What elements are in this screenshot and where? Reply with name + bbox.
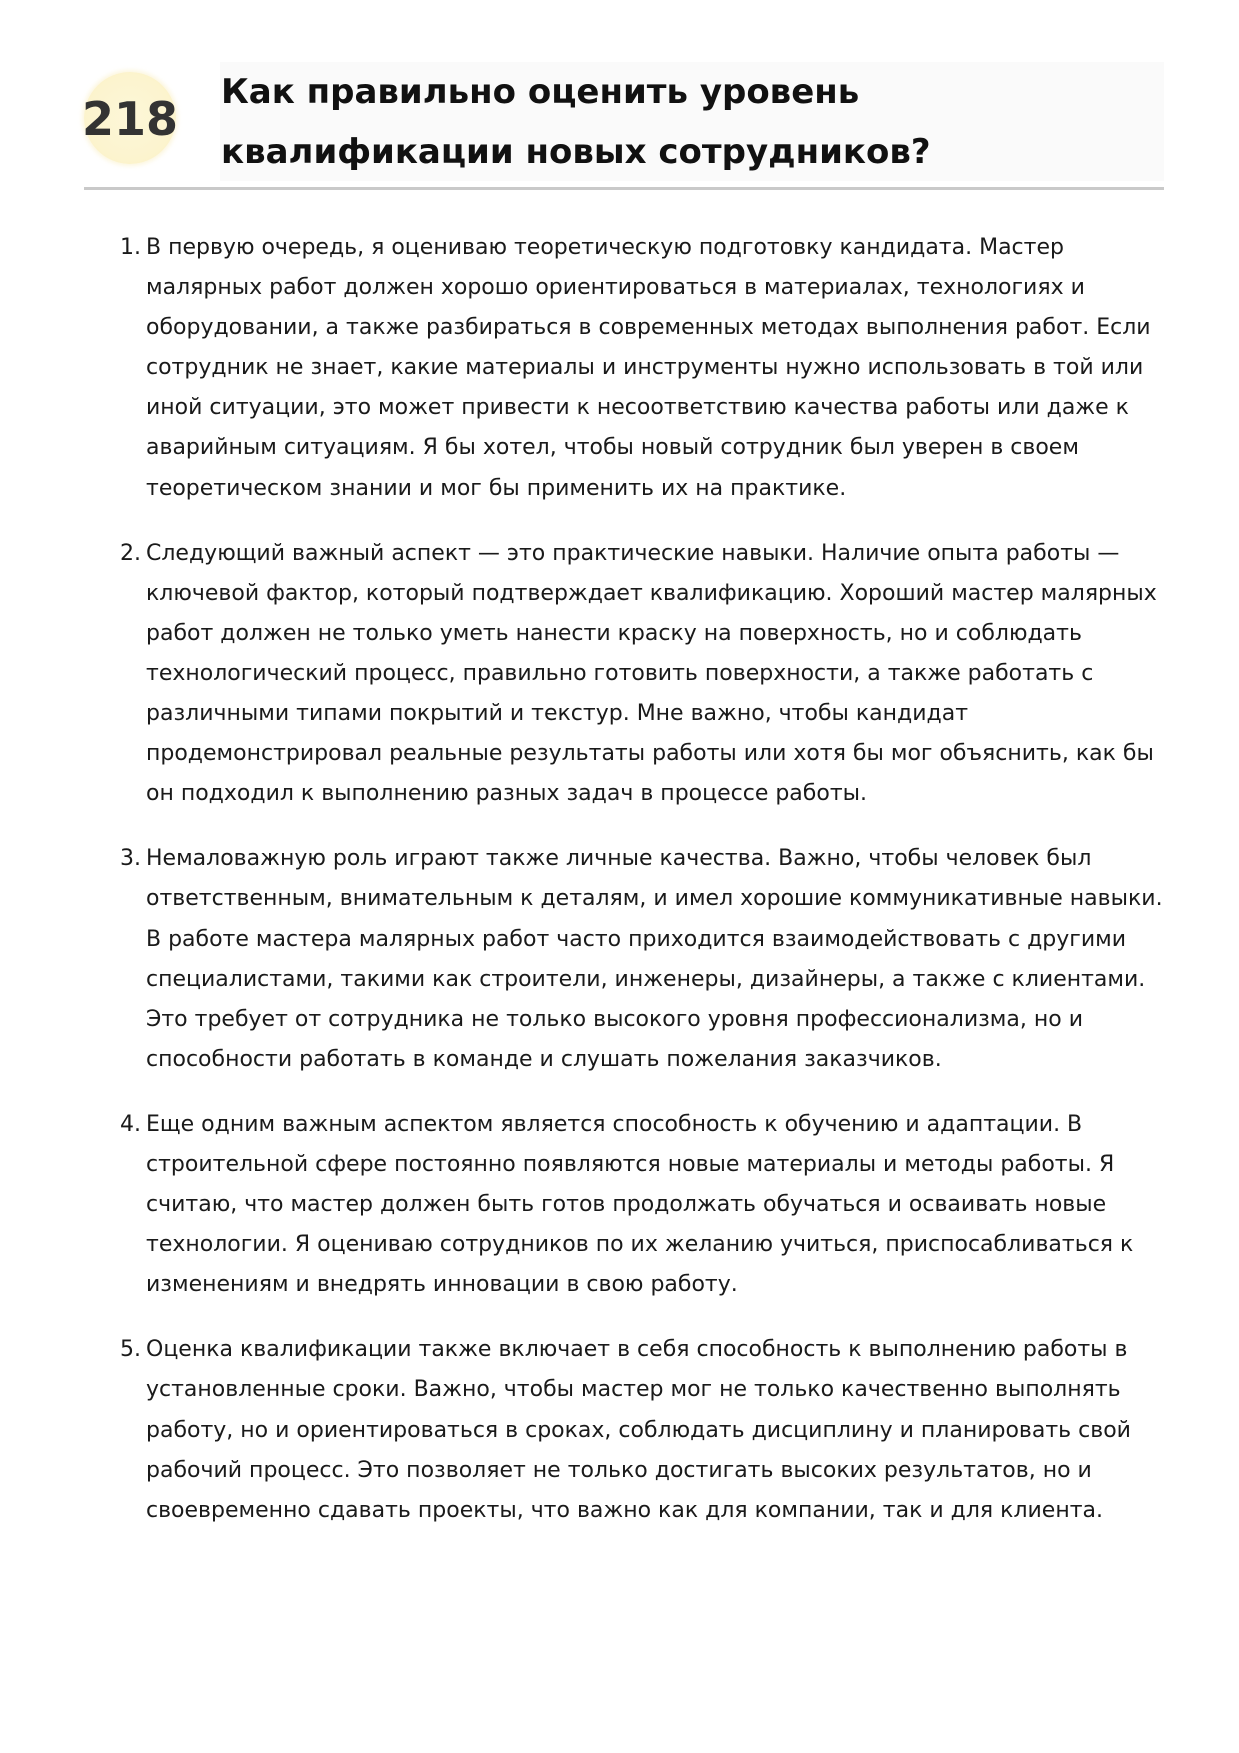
list-item-number: 3. <box>120 846 141 872</box>
list-item-text: Еще одним важным аспектом является способность к обучению и адаптации. В строительной сфере постоянно появляются новые материалы и методы работы. Я считаю, что мастер должен быть готов продолжать обучаться и осваивать новые технологии. Я оцениваю сотрудников по их желанию учиться, приспосабливаться к изменениям и внедрять инновации в свою работу. <box>146 1111 1134 1298</box>
list-item-text: В первую очередь, я оцениваю теоретическую подготовку кандидата. Мастер малярных работ должен хорошо ориентироваться в материалах, технологиях и оборудовании, а также разбираться в современных методах выполнения работ. Если сотрудник не знает, какие материалы и инструменты нужно использовать в той или иной ситуации, это может привести к несоответствию качества работы или даже к аварийным ситуациям. Я бы хотел, чтобы новый сотрудник был уверен в своем теоретическом знании и мог бы применить их на практике. <box>146 235 1151 501</box>
answer-list <box>120 228 1170 1556</box>
list-item-text: Немаловажную роль играют также личные качества. Важно, чтобы человек был ответственным, внимательным к деталям, и имел хорошие коммуникативные навыки. В работе мастера малярных работ часто приходится взаимодействовать с другими специалистами, такими как строители, инженеры, дизайнеры, а также с клиентами. Это требует от сотрудника не только высокого уровня профессионализма, но и способности работать в команде и слушать пожелания заказчиков. <box>146 846 1163 1072</box>
list-item <box>120 228 1170 509</box>
list-item <box>120 839 1170 1080</box>
page-title: Как правильно оценить уровень квалификации новых сотрудников? <box>221 72 931 172</box>
list-item-number: 2. <box>120 540 141 566</box>
list-item <box>120 534 1170 815</box>
page-header <box>81 58 1164 190</box>
list-item-number: 1. <box>120 235 141 260</box>
list-item-number: 5. <box>120 1337 141 1363</box>
list-item-text: Следующий важный аспект — это практические навыки. Наличие опыта работы — ключевой фактор, который подтверждает квалификацию. Хороший мастер малярных работ должен не только уметь нанести краску на поверхность, но и соблюдать технологический процесс, правильно готовить поверхности, а также работать с различными типами покрытий и текстур. Мне важно, чтобы кандидат продемонстрировал реальные результаты работы или хотя бы мог объяснить, как бы он подходил к выполнению разных задач в процессе работы. <box>146 540 1157 807</box>
list-item <box>120 1330 1170 1530</box>
list-item-text: Оценка квалификации также включает в себя способность к выполнению работы в установленные сроки. Важно, чтобы мастер мог не только качественно выполнять работу, но и ориентироваться в сроках, соблюдать дисциплину и планировать свой рабочий процесс. Это позволяет не только достигать высоких результатов, но и своевременно сдавать проекты, что важно как для компании, так и для клиента. <box>146 1337 1131 1523</box>
list-item-number: 4. <box>120 1111 141 1137</box>
list-item <box>120 1105 1170 1305</box>
page-number: 218 <box>81 92 179 146</box>
